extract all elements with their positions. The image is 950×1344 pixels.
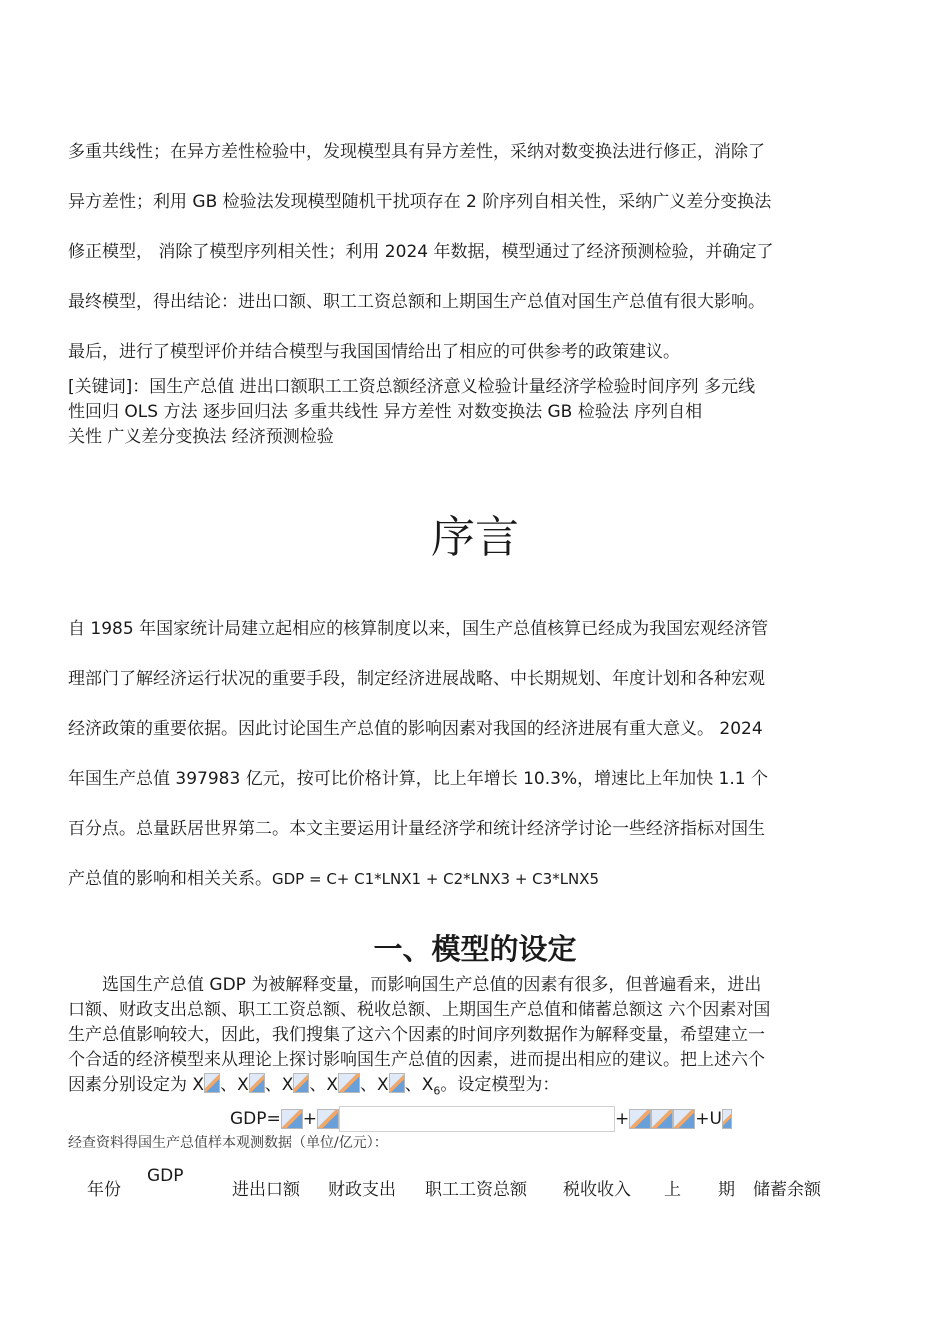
data-source-note: 经查资料得国生产总值样本观测数据（单位/亿元）： (68, 1135, 388, 1151)
keywords-line: [关键词]：国生产总值 进出口额职工工资总额经济意义检验计量经济学检验时间序列 多元线 (68, 377, 756, 397)
broken-image-icon (651, 1109, 673, 1129)
var-sep: 、 (360, 1075, 378, 1095)
broken-image-icon (249, 1073, 265, 1093)
th-prev-b: 期 (718, 1180, 735, 1200)
th-savings: 储蓄余额 (753, 1180, 821, 1200)
th-gdp: GDP (147, 1166, 184, 1186)
th-fiscal: 财政支出 (328, 1180, 396, 1200)
broken-image-icon (281, 1109, 303, 1129)
preface-line: 年国生产总值 397983 亿元，按可比价格计算，比上年增长 10.3%，增速比上年加快 1.1 个 (68, 769, 768, 789)
eq-plus: + (615, 1109, 630, 1129)
section1-line: 个合适的经济模型来从理论上探讨影响国生产总值的因素，进而提出相应的建议。把上述六个 (68, 1050, 765, 1070)
eq-lhs: GDP= (230, 1109, 281, 1129)
broken-image-icon (389, 1073, 405, 1093)
var-x: X (421, 1075, 434, 1095)
section1-line: 选国生产总值 GDP 为被解释变量，而影响国生产总值的因素有很多，但普遍看来，进出 (102, 975, 762, 995)
var-prefix: 因素分别设定为 X (68, 1075, 205, 1095)
var-sep: 、 (309, 1075, 327, 1095)
preface-body (68, 604, 862, 904)
var-subscript: 6 (433, 1084, 441, 1098)
keywords-line: 关性 广义差分变换法 经济预测检验 (68, 427, 334, 447)
var-x: X (237, 1075, 249, 1095)
abstract-line: 最后，进行了模型评价并结合模型与我国国情给出了相应的可供参考的政策建议。 (68, 342, 680, 362)
th-tax: 税收收入 (563, 1180, 631, 1200)
broken-image-icon (317, 1109, 339, 1129)
variable-definition-line (68, 1073, 862, 1103)
broken-image-icon (293, 1073, 309, 1093)
abstract-line: 修正模型， 消除了模型序列相关性；利用 2024 年数据，模型通过了经济预测检验，并确定了 (68, 242, 774, 262)
th-prev-a: 上 (664, 1180, 681, 1200)
preface-line: 理部门了解经济运行状况的重要手段，制定经济进展战略、中长期规划、年度计划和各种宏观 (68, 669, 765, 689)
broken-image-icon (338, 1073, 360, 1093)
eq-tail: +U (695, 1109, 722, 1129)
section1-line: 生产总值影响较大，因此，我们搜集了这六个因素的时间序列数据作为解释变量，希望建立一 (68, 1025, 765, 1045)
broken-image-icon (204, 1073, 220, 1093)
broken-image-icon (722, 1109, 732, 1129)
keywords-line: 性回归 OLS 方法 逐步回归法 多重共线性 异方差性 对数变换法 GB 检验法 序列自相 (68, 402, 703, 422)
th-import-export: 进出口额 (232, 1180, 300, 1200)
preface-title: 序言 (431, 512, 519, 563)
var-suffix: 。设定模型为： (440, 1075, 560, 1095)
th-year: 年份 (87, 1180, 121, 1200)
preface-line: 自 1985 年国家统计局建立起相应的核算制度以来，国生产总值核算已经成为我国宏观经济管 (68, 619, 769, 639)
abstract-line: 异方差性；利用 GB 检验法发现模型随机干扰项存在 2 阶序列自相关性，采纳广义差分变换法 (68, 192, 772, 212)
preface-line: 经济政策的重要依据。因此讨论国生产总值的影响因素对我国的经济进展有重大意义。 2024 (68, 719, 763, 739)
var-sep: 、 (220, 1075, 238, 1095)
keywords (68, 375, 862, 450)
var-x: X (326, 1075, 339, 1095)
section1-body (68, 973, 862, 1103)
broken-image-icon (629, 1109, 651, 1129)
broken-image-icon (673, 1109, 695, 1129)
model-equation (230, 1104, 732, 1134)
equation-field (339, 1106, 615, 1132)
section-heading: 一、模型的设定 (373, 932, 577, 966)
abstract-line: 最终模型，得出结论：进出口额、职工工资总额和上期国生产总值对国生产总值有很大影响。 (68, 292, 765, 312)
abstract-line: 多重共线性；在异方差性检验中，发现模型具有异方差性，采纳对数变换法进行修正，消除了 (68, 142, 765, 162)
var-sep: 、 (404, 1075, 422, 1095)
th-wages: 职工工资总额 (425, 1180, 527, 1200)
section1-line: 口额、财政支出总额、职工工资总额、税收总额、上期国生产总值和储蓄总额这 六个因素对国 (68, 1000, 771, 1020)
var-x: X (377, 1075, 389, 1095)
preface-line: 百分点。总量跃居世界第二。本文主要运用计量经济学和统计经济学讨论一些经济指标对国生 (68, 819, 765, 839)
preface-last-line: 产总值的影响和相关关系。 (68, 869, 272, 889)
var-sep: 、 (264, 1075, 282, 1095)
var-x: X (281, 1075, 294, 1095)
eq-plus: + (302, 1109, 318, 1129)
abstract-tail (68, 127, 862, 377)
preface-line (68, 854, 862, 904)
model-formula: GDP = C+ C1*LNX1 + C2*LNX3 + C3*LNX5 (272, 870, 600, 888)
